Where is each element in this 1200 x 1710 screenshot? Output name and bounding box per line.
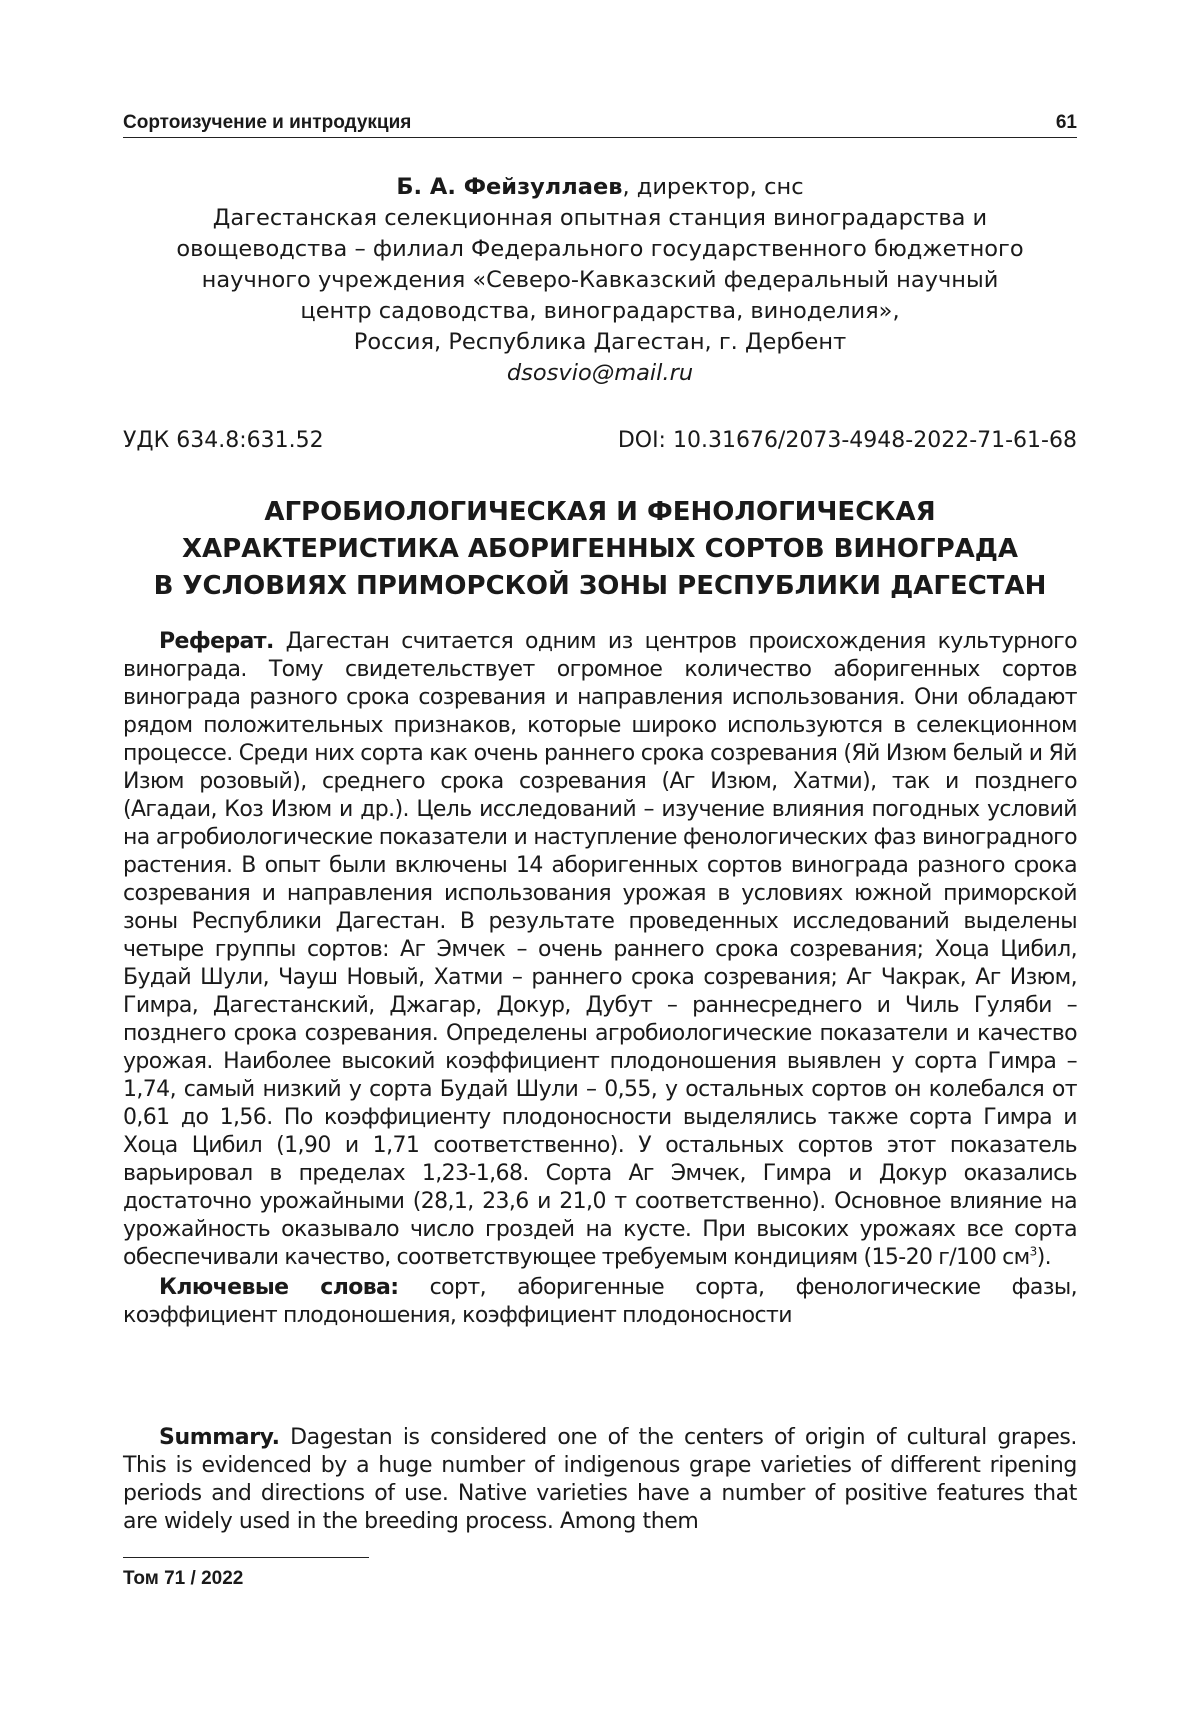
title-line: АГРОБИОЛОГИЧЕСКАЯ И ФЕНОЛОГИЧЕСКАЯ [264,497,936,527]
abstract-label: Реферат. [159,629,274,654]
abstract-text: Дагестан считается одним из центров происхождения культурного винограда. Тому свидетельствует огромное количество аборигенных сортов винограда разного срока созревания и направления использования. Они обладают рядом положительных признаков, которые широко используются в селекционном процессе. Среди них сорта как очень раннего срока созревания (Яй Изюм белый и Яй Изюм розовый), среднего срока созревания (Аг Изюм, Хатми), так и позднего (Агадаи, Коз Изюм и др.). Цель исследований – изучение влияния погодных условий на агробиологические показатели и наступление фенологических фаз виноградного растения. В опыт были включены 14 аборигенных сортов винограда разного срока созревания и направления использования урожая в условиях южной приморской зоны Республики Дагестан. В результате проведенных исследований выделены четыре группы сортов: Аг Эмчек – очень раннего срока созревания; Хоца Цибил, Будай Шули, Чауш Новый, Хатми – раннего срока созревания; Аг Чакрак, Аг Изюм, Гимра, Дагестанский, Джагар, Докур, Дубут – раннесреднего и Чиль Гуляби – позднего срока созревания. Определены агробиологические показатели и качество урожая. Наиболее высокий коэффициент плодоношения выявлен у сорта Гимра – 1,74, самый низкий у сорта Будай Шули – 0,55, у остальных сортов он колебался от 0,61 до 1,56. По коэффициенту плодоносности выделялись также сорта Гимра и Хоца Цибил (1,90 и 1,71 соответственно). У остальных сортов этот показатель варьировал в пределах 1,23-1,68. Сорта Аг Эмчек, Гимра и Докур оказались достаточно урожайными (28,1, 23,6 и 21,0 т соответственно). Основное влияние на урожайность оказывало число гроздей на кусте. При высоких урожаях все сорта обеспечивали качество, соответствующее требуемым кондициям (15-20 г/100 см [123,629,1077,1270]
doi: DOI: 10.31676/2073-4948-2022-71-61-68 [617,428,1077,453]
affiliation-line: центр садоводства, виноградарства, виноделия», [300,298,900,324]
summary-paragraph [123,1424,1077,1536]
affiliation-line: научного учреждения «Северо-Кавказский федеральный научный [201,267,999,293]
article-title [110,494,1090,605]
abstract-superscript: 3 [1029,1244,1037,1259]
author-position: , директор, снс [622,174,804,200]
author-line [123,172,1077,203]
page-number: 61 [1055,112,1077,133]
author-email[interactable]: dsosvio@mail.ru [506,360,694,386]
summary-label: Summary. [159,1425,280,1450]
summary-text: Dagestan is considered one of the centers of origin of cultural grapes. This is evidenced by a huge number of indigenous grape varieties of different ripening periods and directions of use. Native varieties have a number of positive features that are widely used in the breeding process. Among them [123,1425,1077,1534]
title-line: ХАРАКТЕРИСТИКА АБОРИГЕННЫХ СОРТОВ ВИНОГРАДА [181,534,1019,564]
keywords-paragraph [123,1274,1077,1330]
abstract [123,628,1077,1330]
footer-divider [123,1557,369,1558]
article-identifiers [123,428,1077,453]
affiliation-line: Дагестанская селекционная опытная станция виноградарства и [212,205,988,231]
running-header [123,112,1077,138]
section-title: Сортоизучение и интродукция [123,112,412,133]
author-block [123,172,1077,389]
summary [123,1424,1077,1536]
keywords-text: сорт, аборигенные сорта, фенологические фазы, коэффициент плодоношения, коэффициент плодоносности [123,1275,1077,1328]
keywords-label: Ключевые слова: [159,1275,399,1300]
volume-footer: Том 71 / 2022 [123,1568,244,1589]
udc-code: УДК 634.8:631.52 [123,428,324,453]
affiliation-line: овощеводства – филиал Федерального государственного бюджетного [176,236,1024,262]
abstract-paragraph [123,628,1077,1272]
abstract-text-end: ). [1036,1245,1052,1270]
title-line: В УСЛОВИЯХ ПРИМОРСКОЙ ЗОНЫ РЕСПУБЛИКИ ДАГЕСТАН [153,571,1047,601]
author-name: Б. А. Фейзуллаев [396,174,623,200]
affiliation-line: Россия, Республика Дагестан, г. Дербент [353,329,847,355]
